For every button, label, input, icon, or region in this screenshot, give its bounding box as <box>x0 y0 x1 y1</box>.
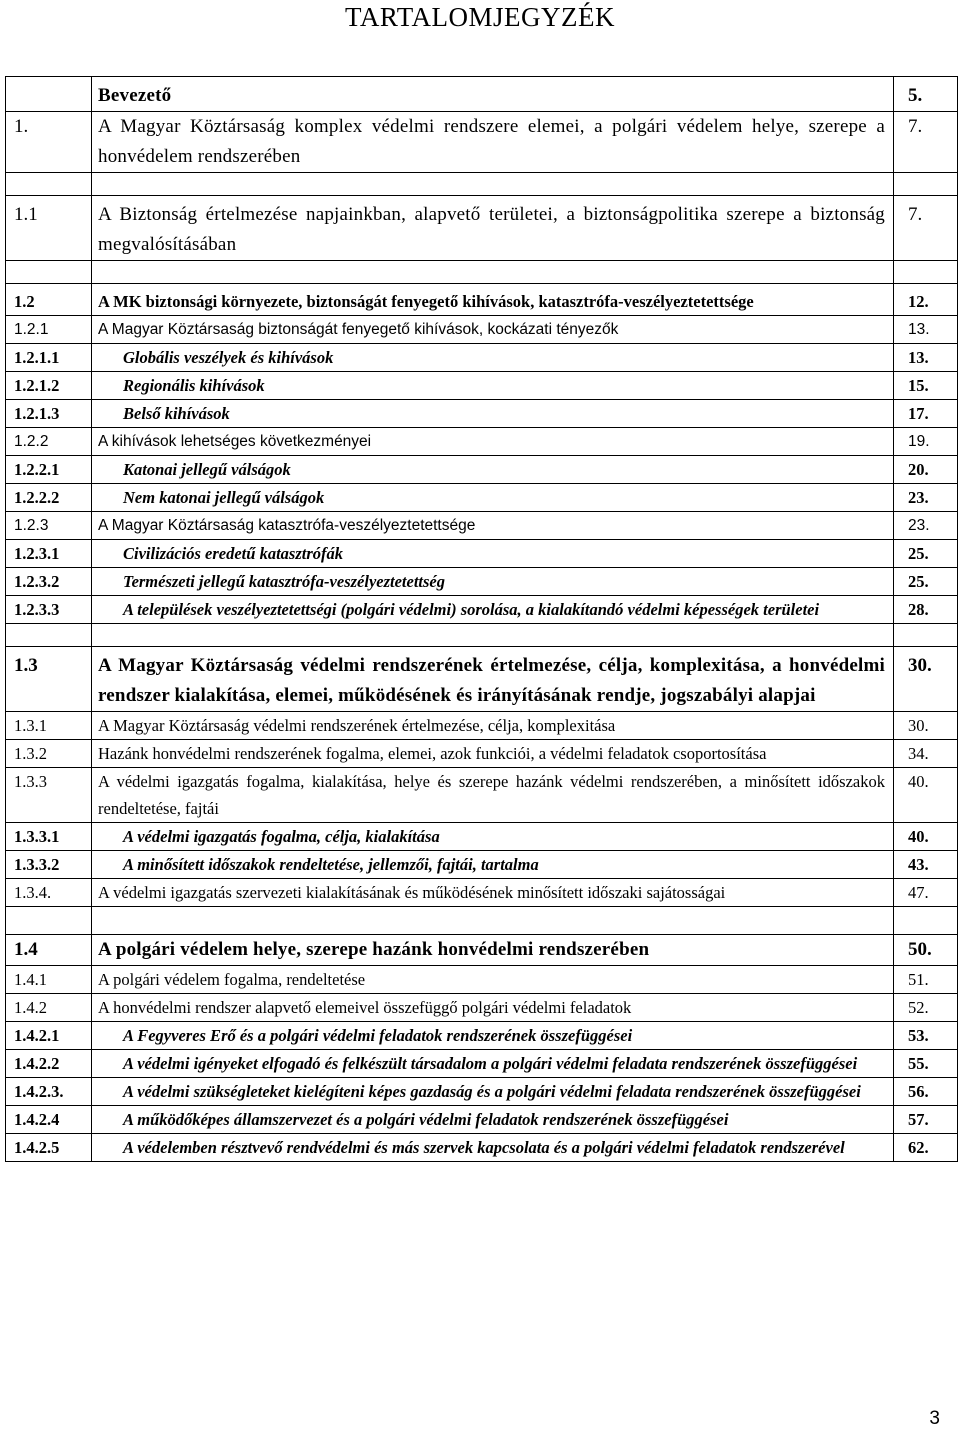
toc-entry-number: 1.2.3.2 <box>6 568 92 596</box>
toc-entry-page: 12. <box>894 284 958 316</box>
toc-row <box>6 851 958 879</box>
toc-row <box>6 712 958 740</box>
toc-entry-title <box>92 261 894 284</box>
toc-entry-title: A védelmi igazgatás fogalma, célja, kialakítása <box>92 823 894 851</box>
toc-entry-number: 1.4.1 <box>6 966 92 994</box>
toc-row <box>6 173 958 196</box>
toc-row <box>6 1106 958 1134</box>
toc-entry-title: A Fegyveres Erő és a polgári védelmi feladatok rendszerének összefüggései <box>92 1022 894 1050</box>
toc-row <box>6 372 958 400</box>
toc-entry-number: 1.4 <box>6 935 92 966</box>
toc-entry-page: 40. <box>894 823 958 851</box>
toc-entry-title: A Magyar Köztársaság védelmi rendszerének értelmezése, célja, komplexitása, a honvédelmi rendszer kialakítása, elemei, működésének és irányításának rendje, jogszabályi alapjai <box>92 647 894 712</box>
toc-entry-number: 1.4.2 <box>6 994 92 1022</box>
toc-entry-page: 47. <box>894 879 958 907</box>
toc-entry-title: A védelmi igazgatás fogalma, kialakítása, helye és szerepe hazánk védelmi rendszerében, a minősített időszakok rendeltetése, fajtái <box>92 768 894 823</box>
toc-entry-number: 1.3.2 <box>6 740 92 768</box>
toc-entry-page: 7. <box>894 112 958 173</box>
toc-row <box>6 400 958 428</box>
toc-entry-number: 1.2.2.2 <box>6 484 92 512</box>
toc-entry-title: A védelmi igazgatás szervezeti kialakításának és működésének minősített időszaki sajátosságai <box>92 879 894 907</box>
toc-entry-title: A védelmi szükségleteket kielégíteni képes gazdaság és a polgári védelmi feladata rendszerének összefüggései <box>92 1078 894 1106</box>
toc-entry-page: 7. <box>894 196 958 261</box>
toc-row <box>6 1078 958 1106</box>
toc-entry-page <box>894 173 958 196</box>
toc-entry-title: A MK biztonsági környezete, biztonságát fenyegető kihívások, katasztrófa-veszélyeztetettsége <box>92 284 894 316</box>
toc-entry-page: 25. <box>894 540 958 568</box>
toc-entry-page: 53. <box>894 1022 958 1050</box>
toc-row <box>6 1050 958 1078</box>
toc-entry-number: 1.3.1 <box>6 712 92 740</box>
toc-entry-page: 30. <box>894 647 958 712</box>
toc-entry-title: A Magyar Köztársaság biztonságát fenyegető kihívások, kockázati tényezők <box>92 316 894 344</box>
toc-entry-page: 50. <box>894 935 958 966</box>
toc-entry-page: 40. <box>894 768 958 823</box>
toc-entry-title: A polgári védelem fogalma, rendeltetése <box>92 966 894 994</box>
toc-row <box>6 568 958 596</box>
toc-entry-title: A polgári védelem helye, szerepe hazánk honvédelmi rendszerében <box>92 935 894 966</box>
toc-row <box>6 740 958 768</box>
toc-row <box>6 994 958 1022</box>
toc-row <box>6 624 958 647</box>
toc-entry-number: 1.4.2.2 <box>6 1050 92 1078</box>
toc-entry-title: Regionális kihívások <box>92 372 894 400</box>
toc-row <box>6 768 958 823</box>
toc-row <box>6 456 958 484</box>
toc-entry-title <box>92 907 894 935</box>
toc-entry-title: A Magyar Köztársaság védelmi rendszerének értelmezése, célja, komplexitása <box>92 712 894 740</box>
toc-entry-title: A Magyar Köztársaság katasztrófa-veszélyeztetettsége <box>92 512 894 540</box>
toc-entry-title: A működőképes államszervezet és a polgári védelmi feladatok rendszerének összefüggései <box>92 1106 894 1134</box>
toc-entry-number: 1.2.1.1 <box>6 344 92 372</box>
toc-entry-number: 1.3.3.2 <box>6 851 92 879</box>
toc-entry-page: 13. <box>894 316 958 344</box>
toc-entry-number: 1.3.4. <box>6 879 92 907</box>
toc-entry-number: 1.1 <box>6 196 92 261</box>
toc-row <box>6 1134 958 1162</box>
toc-entry-title <box>92 173 894 196</box>
toc-row <box>6 935 958 966</box>
toc-row <box>6 284 958 316</box>
toc-entry-number: 1.3 <box>6 647 92 712</box>
toc-entry-title: A kihívások lehetséges következményei <box>92 428 894 456</box>
toc-entry-page <box>894 907 958 935</box>
toc-entry-page <box>894 624 958 647</box>
toc-row <box>6 907 958 935</box>
toc-entry-page: 34. <box>894 740 958 768</box>
toc-entry-title: A honvédelmi rendszer alapvető elemeivel összefüggő polgári védelmi feladatok <box>92 994 894 1022</box>
toc-entry-number: 1.2.3.1 <box>6 540 92 568</box>
toc-entry-page: 55. <box>894 1050 958 1078</box>
toc-row <box>6 196 958 261</box>
toc-row <box>6 261 958 284</box>
toc-entry-page <box>894 261 958 284</box>
toc-entry-page: 19. <box>894 428 958 456</box>
toc-entry-title <box>92 624 894 647</box>
toc-entry-number: 1. <box>6 112 92 173</box>
toc-entry-page: 13. <box>894 344 958 372</box>
toc-row <box>6 484 958 512</box>
toc-entry-title: A Magyar Köztársaság komplex védelmi rendszere elemei, a polgári védelem helye, szerepe a honvédelem rendszerében <box>92 112 894 173</box>
toc-entry-number: 1.2.1 <box>6 316 92 344</box>
toc-table <box>5 76 958 1162</box>
toc-entry-number: 1.4.2.1 <box>6 1022 92 1050</box>
toc-entry-title: A védelemben résztvevő rendvédelmi és más szervek kapcsolata és a polgári védelmi feladatok rendszerével <box>92 1134 894 1162</box>
toc-entry-title: Civilizációs eredetű katasztrófák <box>92 540 894 568</box>
page-title: TARTALOMJEGYZÉK <box>344 2 616 32</box>
toc-row <box>6 1022 958 1050</box>
toc-entry-number: 1.2.2.1 <box>6 456 92 484</box>
toc-entry-page: 23. <box>894 484 958 512</box>
toc-entry-title: Globális veszélyek és kihívások <box>92 344 894 372</box>
toc-entry-title: A települések veszélyeztetettségi (polgári védelmi) sorolása, a kialakítandó védelmi képességek területei <box>92 596 894 624</box>
toc-entry-title: Bevezető <box>92 77 894 112</box>
toc-entry-title: Belső kihívások <box>92 400 894 428</box>
toc-entry-title: A minősített időszakok rendeltetése, jellemzői, fajtái, tartalma <box>92 851 894 879</box>
toc-entry-page: 51. <box>894 966 958 994</box>
toc-entry-title: A védelmi igényeket elfogadó és felkészült társadalom a polgári védelmi feladata rendszerének összefüggései <box>92 1050 894 1078</box>
toc-row <box>6 647 958 712</box>
toc-entry-title: Nem katonai jellegű válságok <box>92 484 894 512</box>
toc-row <box>6 316 958 344</box>
toc-entry-page: 52. <box>894 994 958 1022</box>
toc-row <box>6 966 958 994</box>
toc-entry-title: Hazánk honvédelmi rendszerének fogalma, elemei, azok funkciói, a védelmi feladatok csoportosítása <box>92 740 894 768</box>
toc-entry-number: 1.2.3.3 <box>6 596 92 624</box>
toc-entry-number: 1.2.3 <box>6 512 92 540</box>
toc-row <box>6 428 958 456</box>
toc-row <box>6 512 958 540</box>
toc-entry-title: Katonai jellegű válságok <box>92 456 894 484</box>
toc-entry-title: A Biztonság értelmezése napjainkban, alapvető területei, a biztonságpolitika szerepe a biztonság megvalósításában <box>92 196 894 261</box>
toc-entry-number: 1.2 <box>6 284 92 316</box>
toc-row <box>6 77 958 112</box>
toc-entry-page: 5. <box>894 77 958 112</box>
toc-entry-number <box>6 261 92 284</box>
toc-row <box>6 823 958 851</box>
toc-entry-page: 17. <box>894 400 958 428</box>
toc-entry-page: 62. <box>894 1134 958 1162</box>
toc-entry-page: 20. <box>894 456 958 484</box>
toc-entry-number: 1.4.2.4 <box>6 1106 92 1134</box>
toc-entry-number: 1.2.1.3 <box>6 400 92 428</box>
toc-body <box>6 77 958 1162</box>
toc-entry-page: 56. <box>894 1078 958 1106</box>
toc-entry-number <box>6 624 92 647</box>
toc-row <box>6 879 958 907</box>
toc-entry-page: 43. <box>894 851 958 879</box>
toc-entry-number: 1.4.2.3. <box>6 1078 92 1106</box>
toc-entry-page: 23. <box>894 512 958 540</box>
toc-entry-number <box>6 173 92 196</box>
toc-entry-number: 1.3.3 <box>6 768 92 823</box>
toc-row <box>6 596 958 624</box>
toc-entry-title: Természeti jellegű katasztrófa-veszélyeztetettség <box>92 568 894 596</box>
toc-entry-page: 15. <box>894 372 958 400</box>
toc-row <box>6 344 958 372</box>
toc-entry-number: 1.2.2 <box>6 428 92 456</box>
toc-entry-number <box>6 907 92 935</box>
toc-entry-page: 28. <box>894 596 958 624</box>
toc-row <box>6 112 958 173</box>
toc-entry-page: 57. <box>894 1106 958 1134</box>
toc-entry-page: 30. <box>894 712 958 740</box>
toc-entry-number: 1.4.2.5 <box>6 1134 92 1162</box>
toc-entry-number: 1.2.1.2 <box>6 372 92 400</box>
toc-entry-number: 1.3.3.1 <box>6 823 92 851</box>
toc-entry-number <box>6 77 92 112</box>
toc-row <box>6 540 958 568</box>
toc-entry-page: 25. <box>894 568 958 596</box>
page-number: 3 <box>929 1408 940 1429</box>
